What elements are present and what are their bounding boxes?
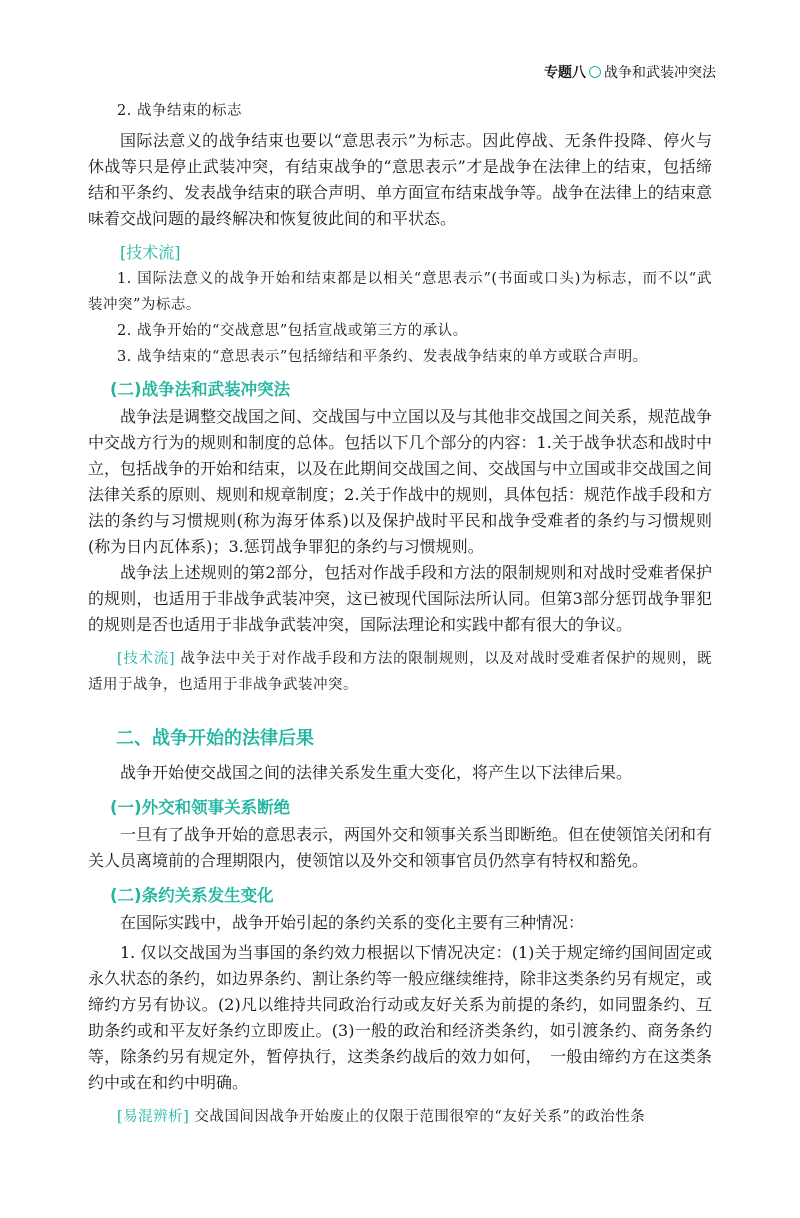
confuse-note bbox=[88, 1104, 712, 1130]
section-heading: (二)战争法和武装冲突法 bbox=[110, 380, 291, 399]
chapter-section-heading: 二、战争开始的法律后果 bbox=[116, 728, 314, 749]
paragraph: 国际法意义的战争结束也要以“意思表示”为标志。因此停战、无条件投降、停火与休战等只是停止武装冲突，有结束战争的“意思表示”才是战争在法律上的结束，包括缔结和平条约、发表战争结束的联合声明、单方面宣布结束战争等。战争在法律上的结束意味着交战问题的最终解决和恢复彼此间的和平状态。 bbox=[88, 131, 713, 228]
tech-tag: [技术流] bbox=[120, 243, 181, 262]
paragraph: 一旦有了战争开始的意思表示，两国外交和领事关系当即断绝。但在使领馆关闭和有关人员离境前的合理期限内，使领馆以及外交和领事官员仍然享有特权和豁免。 bbox=[88, 825, 713, 870]
tech-tag: [技术流] bbox=[117, 651, 176, 667]
running-header bbox=[544, 62, 716, 82]
subsection-title: 2. 战争结束的标志 bbox=[117, 103, 242, 119]
chapter-label: 专题八 bbox=[544, 65, 586, 81]
paragraph: 1. 仅以交战国为当事国的条约效力根据以下情况决定：(1)关于规定缔约国间固定或永久状态的条约，如边界条约、割让条约等一般应继续维持，除非这类条约另有规定，或缔约方另有协议。(2)凡以维持共同政治行动或友好关系为前提的条约，如同盟条约、互助条约或和平友好条约立即废止。(3)一般的政治和经济类条约，如引渡条约、商务条约等，除条约另有规定外，暂停执行，这类条约战后的效力如何， 一般由缔约方在这类条约中或在和约中明确。 bbox=[88, 943, 713, 1092]
tech-note-text: 战争法中关于对作战手段和方法的限制规则，以及对战时受难者保护的规则，既适用于战争，也适用于非战争武装冲突。 bbox=[88, 651, 712, 693]
tech-item: 1. 国际法意义的战争开始和结束都是以相关“意思表示”(书面或口头)为标志，而不以“武装冲突”为标志。 bbox=[88, 271, 712, 313]
body-content bbox=[88, 98, 712, 1130]
tech-item: 3. 战争结束的“意思表示”包括缔结和平条约、发表战争结束的单方或联合声明。 bbox=[117, 349, 648, 365]
confuse-note-text: 交战国间因战争开始废止的仅限于范围很窄的“友好关系”的政治性条 bbox=[189, 1109, 646, 1125]
tech-item: 2. 战争开始的“交战意思”包括宣战或第三方的承认。 bbox=[117, 323, 468, 339]
paragraph: 战争开始使交战国之间的法律关系发生重大变化，将产生以下法律后果。 bbox=[120, 763, 633, 782]
chapter-title: 战争和武装冲突法 bbox=[604, 65, 716, 81]
paragraph: 在国际实践中，战争开始引起的条约关系的变化主要有三种情况： bbox=[120, 913, 585, 932]
tech-note bbox=[88, 646, 712, 698]
paragraph: 战争法是调整交战国之间、交战国与中立国以及与其他非交战国之间关系，规范战争中交战方行为的规则和制度的总体。包括以下几个部分的内容：1.关于战争状态和战时中立，包括战争的开始和结束，以及在此期间交战国之间、交战国与中立国或非交战国之间法律关系的原则、规则和规章制度；2.关于作战中的规则，具体包括：规范作战手段和方法的条约与习惯规则(称为海牙体系)以及保护战时平民和战争受难者的条约与习惯规则(称为日内瓦体系)；3.惩罚战争罪犯的条约与习惯规则。 bbox=[88, 407, 713, 556]
section-heading: (二)条约关系发生变化 bbox=[110, 886, 274, 905]
circle-icon bbox=[589, 66, 601, 78]
confuse-tag: [易混辨析] bbox=[117, 1109, 190, 1125]
paragraph: 战争法上述规则的第2部分，包括对作战手段和方法的限制规则和对战时受难者保护的规则，也适用于非战争武装冲突，这已被现代国际法所认同。但第3部分惩罚战争罪犯的规则是否也适用于非战争武装冲突，国际法理论和实践中都有很大的争议。 bbox=[88, 563, 712, 634]
section-heading: (一)外交和领事关系断绝 bbox=[110, 798, 291, 817]
